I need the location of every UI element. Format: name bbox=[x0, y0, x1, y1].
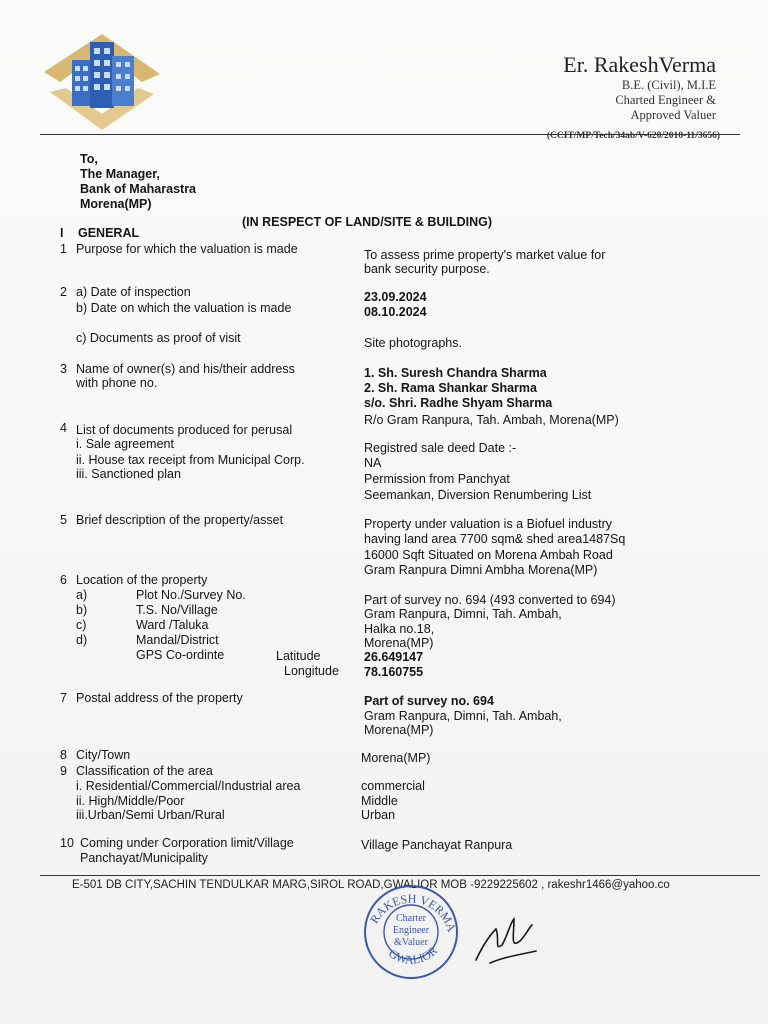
item-label: Brief description of the property/asset bbox=[76, 513, 284, 527]
footer-rule bbox=[40, 875, 760, 876]
item-sublabel: i. Sale agreement bbox=[76, 437, 174, 451]
item-sublabel: T.S. No/Village bbox=[136, 603, 218, 617]
item-label: with phone no. bbox=[76, 376, 158, 390]
item-value: Urban bbox=[361, 808, 396, 822]
seal-line: Charter bbox=[396, 913, 426, 924]
item-value: bank security purpose. bbox=[364, 262, 490, 276]
qualification: B.E. (Civil), M.I.E bbox=[621, 78, 716, 92]
item-label: Coming under Corporation limit/Village bbox=[80, 836, 294, 850]
item-label: a) Date of inspection bbox=[76, 285, 191, 299]
engineer-name: Er. RakeshVerma bbox=[563, 52, 716, 77]
item-sublabel: ii. House tax receipt from Municipal Corp. bbox=[76, 453, 305, 467]
item-value: Permission from Panchyat bbox=[364, 472, 510, 486]
item-number: 8 bbox=[60, 748, 67, 762]
item-number: 10 bbox=[60, 836, 74, 850]
subject-heading: (IN RESPECT OF LAND/SITE & BUILDING) bbox=[242, 215, 492, 229]
owner-name: 1. Sh. Suresh Chandra Sharma bbox=[364, 366, 547, 380]
item-sublabel: iii.Urban/Semi Urban/Rural bbox=[76, 808, 225, 822]
item-label: c) Documents as proof of visit bbox=[76, 331, 241, 345]
address-line: Morena(MP) bbox=[80, 197, 152, 211]
item-sublabel: Plot No./Survey No. bbox=[136, 588, 246, 602]
seal-bottom-text: GWALIOR bbox=[386, 943, 441, 967]
item-letter: d) bbox=[76, 633, 88, 647]
seal-line: &Valuer bbox=[394, 937, 428, 948]
longitude-label: Longitude bbox=[284, 664, 339, 678]
item-value: NA bbox=[364, 456, 382, 470]
item-value: Gram Ranpura, Dimni, Tah. Ambah, bbox=[364, 607, 562, 621]
postal-survey: Part of survey no. 694 bbox=[364, 694, 494, 708]
item-value: Morena(MP) bbox=[364, 723, 434, 737]
owner-parent: s/o. Shri. Radhe Shyam Sharma bbox=[364, 396, 553, 410]
item-number: 3 bbox=[60, 362, 67, 376]
address-line: Bank of Maharastra bbox=[80, 182, 197, 196]
inspection-date: 23.09.2024 bbox=[364, 290, 427, 304]
item-number: 5 bbox=[60, 513, 67, 527]
designation-line: Charted Engineer & bbox=[615, 93, 716, 107]
item-sublabel: Mandal/District bbox=[136, 633, 219, 647]
item-letter: b) bbox=[76, 603, 88, 617]
item-letter: a) bbox=[76, 588, 88, 602]
item-label: Name of owner(s) and his/their address bbox=[76, 362, 295, 376]
longitude-value: 78.160755 bbox=[364, 665, 424, 679]
latitude-value: 26.649147 bbox=[364, 650, 424, 664]
seal-line: Engineer bbox=[392, 925, 430, 936]
item-letter: c) bbox=[76, 618, 87, 632]
item-sublabel: i. Residential/Commercial/Industrial area bbox=[76, 779, 301, 793]
section-number: I bbox=[60, 226, 64, 240]
address-line: The Manager, bbox=[80, 167, 160, 181]
gps-label: GPS Co-ordinte bbox=[136, 648, 225, 662]
owner-name: 2. Sh. Rama Shankar Sharma bbox=[364, 381, 537, 395]
item-label: Panchayat/Municipality bbox=[80, 851, 208, 865]
item-number: 7 bbox=[60, 691, 67, 705]
address-to: To, bbox=[80, 152, 98, 166]
owner-address: R/o Gram Ranpura, Tah. Ambah, Morena(MP) bbox=[364, 413, 619, 427]
item-label: Location of the property bbox=[76, 573, 208, 587]
item-value: Part of survey no. 694 (493 converted to 694) bbox=[364, 593, 616, 607]
item-value: Morena(MP) bbox=[361, 751, 431, 765]
seal-top-text: RAKESH VERMA bbox=[367, 891, 459, 934]
item-value: Halka no.18, bbox=[364, 622, 435, 636]
latitude-label: Latitude bbox=[276, 649, 321, 663]
item-value: Seemankan, Diversion Renumbering List bbox=[364, 488, 592, 502]
signature bbox=[470, 905, 540, 975]
item-number: 6 bbox=[60, 573, 67, 587]
item-value: Village Panchayat Ranpura bbox=[361, 838, 513, 852]
item-value: Morena(MP) bbox=[364, 636, 434, 650]
designation-line-2: Approved Valuer bbox=[630, 108, 716, 122]
item-value: Middle bbox=[361, 794, 398, 808]
item-number: 2 bbox=[60, 285, 67, 299]
item-value: commercial bbox=[361, 779, 425, 793]
item-sublabel: iii. Sanctioned plan bbox=[76, 467, 181, 481]
item-value: Gram Ranpura Dimni Ambha Morena(MP) bbox=[364, 563, 598, 577]
item-value: Property under valuation is a Biofuel industry bbox=[364, 517, 613, 531]
item-label: b) Date on which the valuation is made bbox=[76, 301, 292, 315]
item-number: 4 bbox=[60, 421, 67, 435]
valuation-date: 08.10.2024 bbox=[364, 305, 427, 319]
item-label: Postal address of the property bbox=[76, 691, 243, 705]
item-number: 9 bbox=[60, 764, 67, 778]
item-sublabel: Ward /Taluka bbox=[136, 618, 209, 632]
item-label: Classification of the area bbox=[76, 764, 213, 778]
footer-address: E-501 DB CITY,SACHIN TENDULKAR MARG,SIROL ROAD,GWALIOR MOB -9229225602 , rakeshr1466@yahoo.co bbox=[72, 879, 670, 891]
item-label: List of documents produced for perusal bbox=[76, 423, 293, 437]
item-value: having land area 7700 sqm& shed area1487Sq bbox=[364, 532, 626, 546]
item-value: Registred sale deed Date :- bbox=[364, 441, 517, 455]
item-value: 16000 Sqft Situated on Morena Ambah Road bbox=[364, 548, 613, 562]
item-value: Gram Ranpura, Dimni, Tah. Ambah, bbox=[364, 709, 562, 723]
registration-number: (CCIT/MP/Tech/34ab/V-620/2010-11/3656) bbox=[546, 131, 720, 141]
item-value: Site photographs. bbox=[364, 336, 462, 350]
item-number: 1 bbox=[60, 242, 67, 256]
item-label: Purpose for which the valuation is made bbox=[76, 242, 298, 256]
item-label: City/Town bbox=[76, 748, 131, 762]
company-logo bbox=[42, 22, 162, 132]
item-sublabel: ii. High/Middle/Poor bbox=[76, 794, 185, 808]
valuer-seal bbox=[356, 880, 466, 980]
item-value: To assess prime property's market value for bbox=[364, 248, 606, 262]
section-title: GENERAL bbox=[78, 226, 140, 240]
